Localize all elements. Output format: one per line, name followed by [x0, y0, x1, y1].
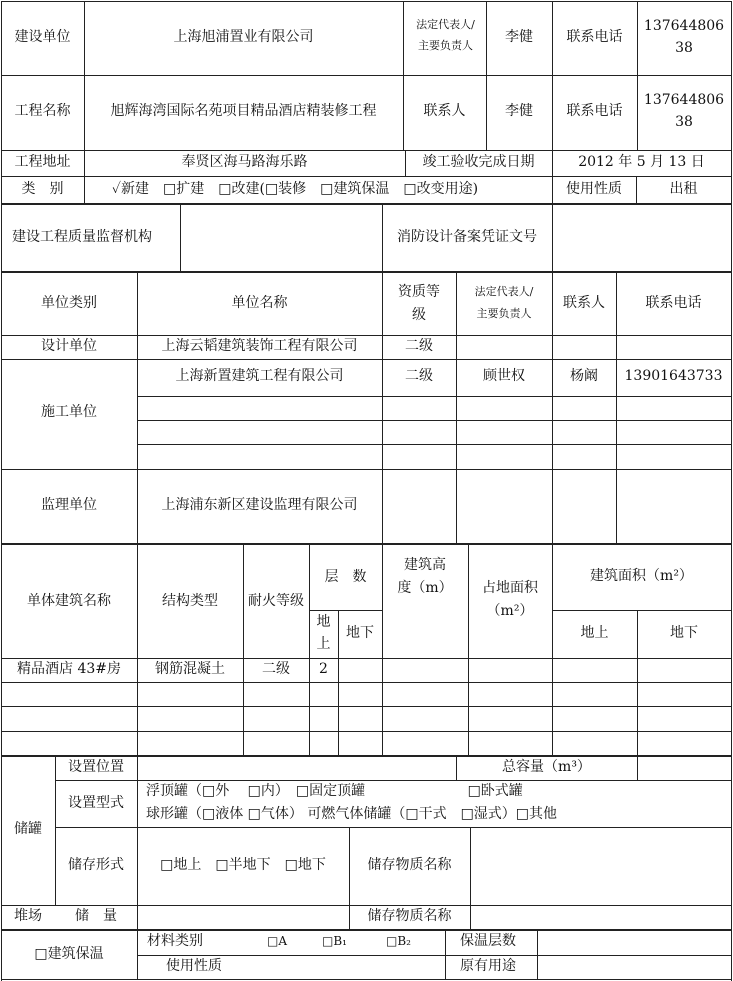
area-header: 建筑面积（m²）: [590, 568, 693, 584]
material-option-b2: □B₂: [386, 934, 411, 948]
material-category-label: 材料类别: [147, 933, 203, 949]
divider: [637, 756, 638, 781]
contact-label: 联系人: [423, 103, 466, 119]
legal-rep-label-line2: 主要负责人: [418, 39, 473, 52]
yard-label: 堆场: [14, 908, 42, 924]
divider: [243, 544, 244, 756]
qualification-header-line1: 资质等: [398, 284, 440, 300]
construction-unit-label: 建设单位: [14, 29, 71, 45]
unit-phone-header: 联系电话: [645, 295, 702, 311]
divider: [137, 955, 732, 956]
unit-contact-header: 联系人: [563, 295, 605, 311]
divider: [1, 271, 732, 273]
address-label: 工程地址: [14, 154, 71, 170]
divider: [1, 469, 732, 470]
floors-header: 层 数: [324, 569, 367, 585]
storage-form-options: □地上 □半地下 □地下: [160, 857, 326, 873]
divider: [470, 827, 471, 930]
project-name-value: 旭辉海湾国际名苑项目精品酒店精装修工程: [110, 103, 377, 119]
divider: [1, 203, 732, 205]
divider: [403, 1, 404, 150]
yard-substance-label: 储存物质名称: [367, 908, 452, 924]
tank-location-label: 设置位置: [68, 759, 124, 775]
divider: [1, 176, 732, 177]
usage-label: 使用性质: [566, 181, 622, 197]
construction-unit-contact: 杨阚: [570, 368, 598, 384]
building-name: 精品酒店 43#房: [17, 661, 121, 677]
design-unit-qualification: 二级: [405, 338, 433, 354]
divider: [1, 706, 732, 707]
divider: [445, 930, 446, 980]
insulation-layers-label: 保温层数: [460, 933, 516, 949]
tank-label: 储罐: [14, 821, 42, 837]
legal-rep-label: 法定代表人/: [416, 18, 475, 31]
floors-above-header-line1: 地: [316, 614, 331, 630]
divider: [137, 444, 732, 445]
divider: [1, 755, 732, 757]
construction-unit-name: 上海新置建筑工程有限公司: [175, 368, 344, 384]
material-option-a: □A: [267, 934, 288, 948]
divider: [1, 543, 732, 545]
divider: [137, 420, 732, 421]
category-label: 类 别: [21, 181, 64, 197]
fire-rating-header: 耐火等级: [248, 593, 304, 609]
divider: [55, 827, 732, 828]
project-name-label: 工程名称: [14, 103, 71, 119]
tank-type-options-line2: 球形罐（□液体 □气体） 可燃气体储罐（□干式 □湿式）□其他: [146, 806, 558, 822]
construction-unit-category: 施工单位: [41, 404, 97, 420]
divider: [1, 335, 732, 336]
divider: [137, 930, 138, 980]
structure-header: 结构类型: [162, 593, 218, 609]
divider: [137, 544, 138, 756]
divider: [55, 780, 732, 781]
border-bottom: [1, 979, 732, 980]
floors-below-header: 地下: [346, 625, 374, 641]
divider: [616, 272, 617, 544]
insulation-checkbox-label: □建筑保温: [34, 946, 104, 962]
design-unit-label: 设计单位: [41, 338, 97, 354]
divider: [1, 731, 732, 732]
area-above-header: 地上: [580, 625, 609, 641]
divider: [552, 272, 553, 544]
phone-label-2: 联系电话: [566, 103, 623, 119]
divider: [55, 756, 56, 906]
divider: [1, 75, 732, 76]
divider: [552, 204, 553, 271]
area-below-header: 地下: [670, 625, 698, 641]
border-right: [731, 1, 732, 981]
qualification-header-line2: 级: [412, 307, 426, 323]
construction-unit-qualification: 二级: [405, 368, 433, 384]
unit-legal-rep-header-line1: 法定代表人/: [474, 285, 534, 298]
phone-value-line1: 137644806: [643, 18, 725, 34]
divider: [1, 359, 732, 360]
unit-name-header: 单位名称: [231, 295, 288, 311]
footprint-header-line1: 占地面积: [482, 580, 538, 596]
tank-type-options-line1: 浮顶罐（□外 □内） □固定顶罐 □卧式罐: [146, 783, 523, 799]
unit-category-header: 单位类别: [41, 295, 97, 311]
height-header-line2: 度（m）: [397, 580, 453, 596]
supervisor-unit-category: 监理单位: [41, 497, 97, 513]
footprint-header-line2: （m²）: [486, 603, 534, 619]
phone-label: 联系电话: [566, 29, 623, 45]
construction-unit-legal-rep: 顾世权: [483, 368, 525, 384]
building-fire-rating: 二级: [262, 661, 290, 677]
construction-unit-phone: 13901643733: [624, 368, 723, 384]
tank-capacity-label: 总容量（m³）: [502, 759, 591, 775]
legal-rep-value: 李健: [505, 29, 533, 45]
completion-date-value: 2012 年 5 月 13 日: [578, 154, 705, 170]
phone-value-line2: 38: [675, 40, 693, 56]
building-name-header: 单体建筑名称: [27, 593, 111, 609]
yard-reserve-label: 储 量: [75, 908, 117, 924]
tank-substance-label: 储存物质名称: [367, 857, 452, 873]
divider: [137, 756, 138, 930]
divider: [1, 682, 732, 683]
address-value: 奉贤区海马路海乐路: [181, 154, 308, 170]
category-options: ✓新建 □扩建 □改建(□装修 □建筑保温 □改变用途): [112, 181, 479, 197]
border-top: [1, 1, 732, 2]
contact-value: 李健: [505, 103, 533, 119]
divider: [1, 905, 732, 906]
phone-value-2-line2: 38: [675, 114, 693, 130]
divider: [382, 544, 383, 756]
divider: [552, 610, 732, 611]
fire-doc-label: 消防设计备案凭证文号: [397, 229, 537, 245]
divider: [180, 204, 181, 271]
usage-value: 出租: [669, 181, 698, 197]
unit-legal-rep-header-line2: 主要负责人: [476, 307, 532, 320]
design-unit-name: 上海云韬建筑装饰工程有限公司: [161, 338, 358, 354]
quality-org-label: 建设工程质量监督机构: [12, 229, 152, 245]
divider: [1, 929, 732, 931]
divider: [468, 544, 469, 756]
floors-above-header-line2: 上: [316, 636, 331, 652]
material-option-b1: □B₁: [322, 934, 347, 948]
building-structure: 钢筋混凝土: [155, 661, 225, 677]
completion-date-label: 竣工验收完成日期: [422, 154, 535, 170]
phone-value-2-line1: 137644806: [643, 92, 725, 108]
storage-form-label: 储存形式: [68, 857, 124, 873]
construction-unit-value: 上海旭浦置业有限公司: [173, 29, 314, 45]
tank-type-label: 设置型式: [68, 795, 124, 811]
height-header-line1: 建筑高: [404, 557, 446, 573]
insulation-usage-label: 使用性质: [166, 958, 222, 974]
divider: [1, 150, 732, 151]
supervisor-unit-name: 上海浦东新区建设监理有限公司: [161, 497, 358, 513]
divider: [1, 658, 732, 659]
divider: [137, 396, 732, 397]
divider: [309, 610, 382, 611]
divider: [537, 930, 538, 980]
original-use-label: 原有用途: [460, 958, 516, 974]
building-floors-above: 2: [319, 661, 328, 677]
